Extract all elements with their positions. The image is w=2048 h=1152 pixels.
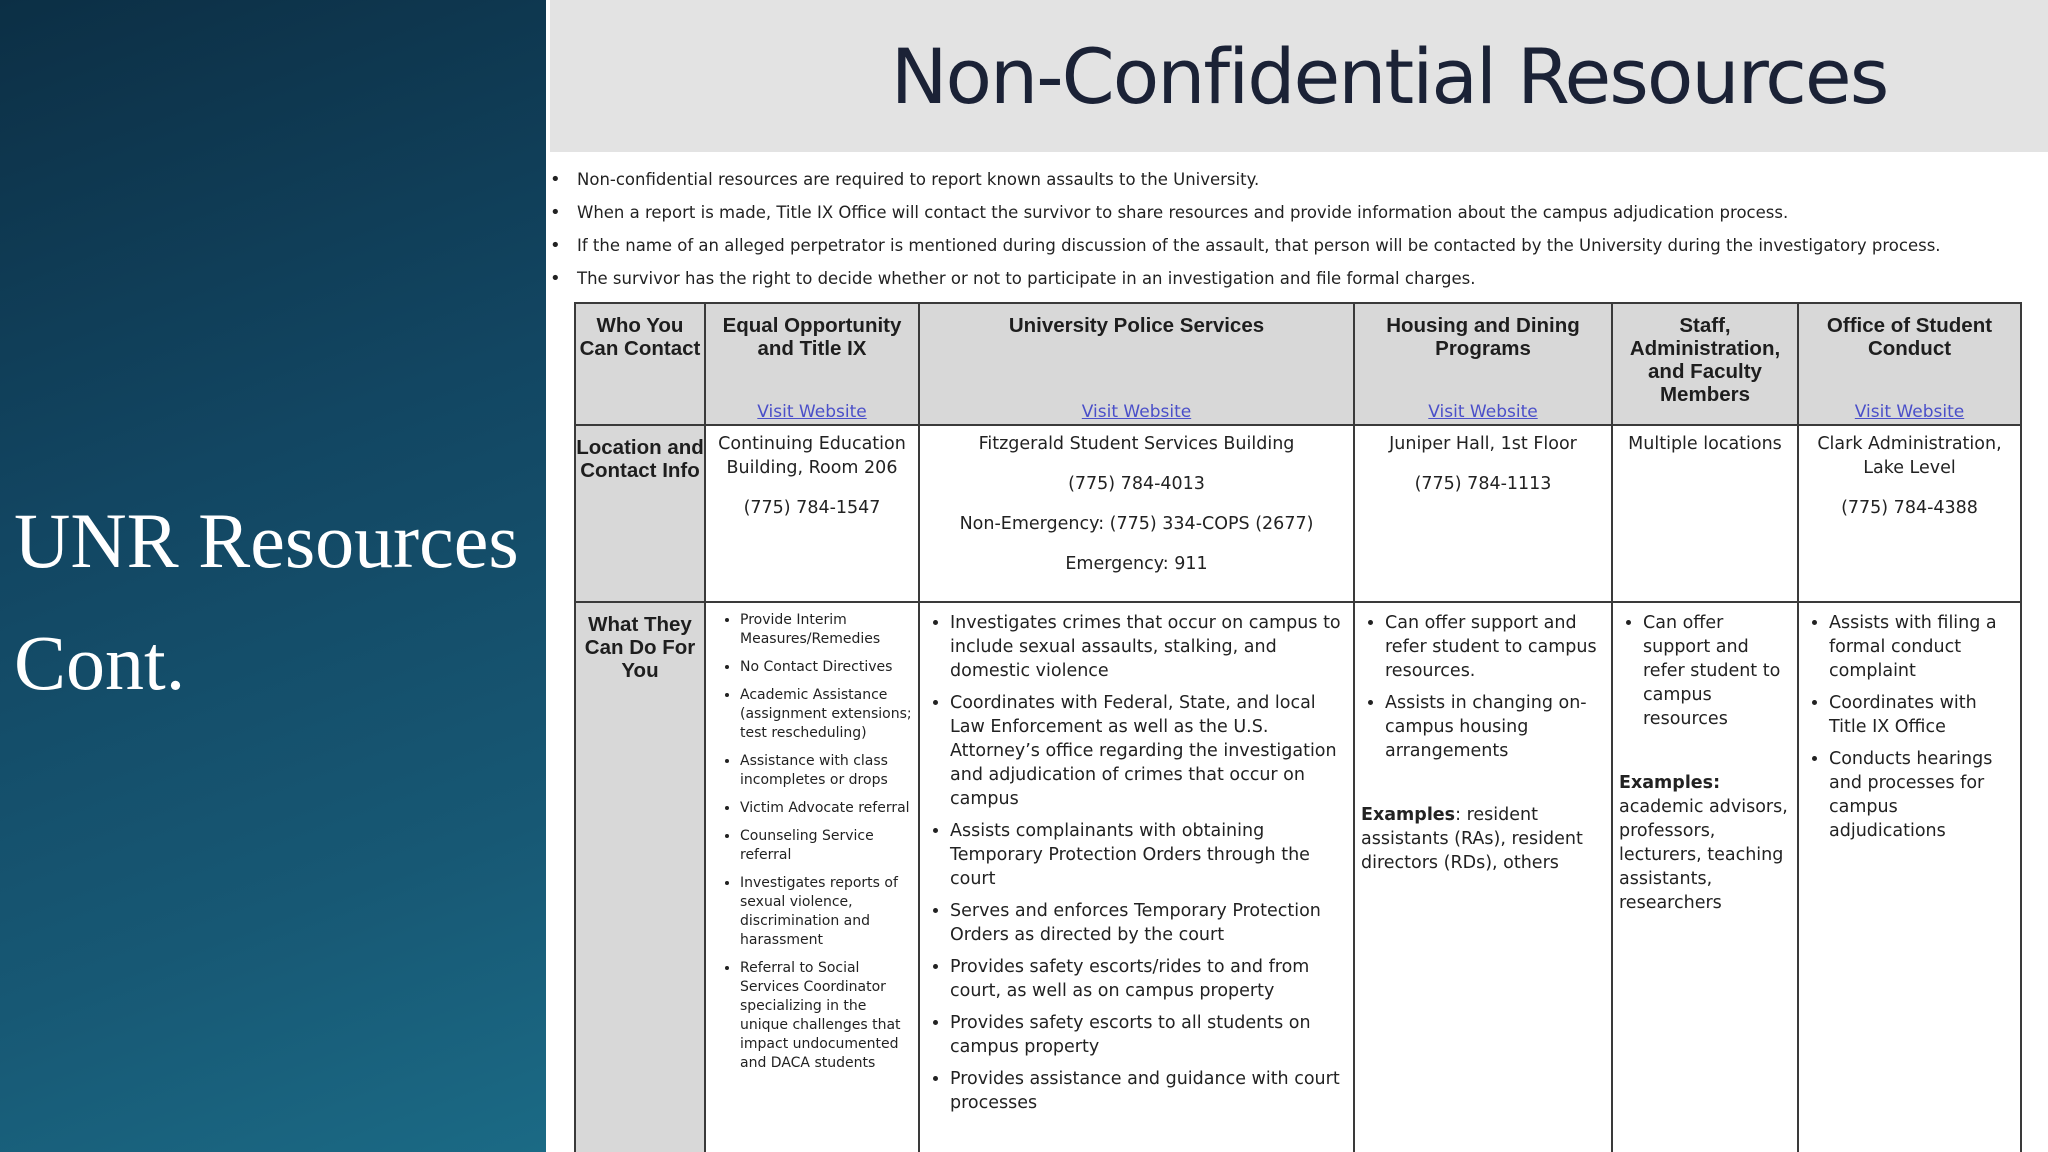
location-text: Multiple locations	[1628, 434, 1782, 454]
intro-bullet: • If the name of an alleged perpetrator is mentioned during discussion of the assault, that person will be contacted by the University during the investigatory process.	[546, 229, 2046, 262]
intro-bullet: • When a report is made, Title IX Office will contact the survivor to share resources and provide information about the campus adjudication process.	[546, 196, 2046, 229]
location-text: Clark Administration, Lake Level	[1817, 434, 2002, 478]
location-cell-student-conduct	[1798, 425, 2021, 602]
list-item: • Can offer support and refer student to campus resources	[1643, 611, 1791, 731]
list-item: • Serves and enforces Temporary Protection Orders as directed by the court	[950, 899, 1347, 947]
phone-text: (775) 784-1547	[743, 498, 881, 518]
services-cell-police	[919, 602, 1354, 1152]
document-image	[546, 0, 2048, 1152]
row-header-location: Location and Contact Info	[575, 425, 705, 602]
slide-title-line-1: UNR Resources	[14, 497, 519, 584]
list-item: • Can offer support and refer student to campus resources.	[1385, 611, 1605, 683]
visit-website-link[interactable]: Visit Website	[1854, 402, 1965, 422]
list-item: • Assists in changing on-campus housing arrangements	[1385, 691, 1605, 763]
column-header-title-ix	[705, 303, 919, 425]
examples-text	[1613, 771, 1797, 915]
list-item: • No Contact Directives	[740, 658, 912, 677]
services-cell-student-conduct	[1798, 602, 2021, 1152]
slide-background-panel	[0, 0, 546, 1152]
services-cell-housing	[1354, 602, 1612, 1152]
list-item: • Provide Interim Measures/Remedies	[740, 611, 912, 649]
services-list	[1613, 603, 1797, 731]
phone-text: (775) 784-4388	[1841, 498, 1978, 518]
row-header-who: Who You Can Contact	[575, 303, 705, 425]
location-cell-title-ix	[705, 425, 919, 602]
document-header-band	[550, 0, 2048, 152]
resources-table	[574, 302, 2022, 1152]
services-list	[706, 603, 918, 1073]
list-item: • Investigates reports of sexual violence, discrimination and harassment	[740, 874, 912, 950]
list-item: • Investigates crimes that occur on campus to include sexual assaults, stalking, and domestic violence	[950, 611, 1347, 683]
list-item: • Provides assistance and guidance with court processes	[950, 1067, 1347, 1115]
location-text: Continuing Education Building, Room 206	[718, 434, 906, 478]
location-text: Fitzgerald Student Services Building	[978, 434, 1295, 454]
list-item: • Conducts hearings and processes for campus adjudications	[1829, 747, 2014, 843]
list-item: • Assists complainants with obtaining Temporary Protection Orders through the court	[950, 819, 1347, 891]
location-cell-police	[919, 425, 1354, 602]
examples-body: academic advisors, professors, lecturers, teaching assistants, researchers	[1619, 797, 1788, 913]
visit-website-link[interactable]: Visit Website	[1081, 402, 1192, 422]
column-header-label: Housing and Dining Programs	[1386, 314, 1580, 360]
services-list	[920, 603, 1353, 1115]
location-cell-housing	[1354, 425, 1612, 602]
column-header-police	[919, 303, 1354, 425]
list-item: • Academic Assistance (assignment extensions; test rescheduling)	[740, 686, 912, 743]
list-item: • Assists with filing a formal conduct complaint	[1829, 611, 2014, 683]
examples-text	[1355, 803, 1611, 875]
phone-text: (775) 784-4013	[1068, 474, 1205, 494]
column-header-housing	[1354, 303, 1612, 425]
services-list	[1355, 603, 1611, 763]
list-item: • Provides safety escorts to all students on campus property	[950, 1011, 1347, 1059]
table-row	[575, 602, 2021, 1152]
intro-bullet: • The survivor has the right to decide whether or not to participate in an investigation and file formal charges.	[546, 262, 2046, 295]
phone-text: (775) 784-1113	[1414, 474, 1552, 494]
phone-text: Emergency: 911	[1065, 554, 1208, 574]
slide-title-line-2: Cont.	[14, 619, 186, 706]
examples-body: : resident assistants (RAs), resident directors (RDs), others	[1361, 805, 1583, 873]
examples-label: Examples	[1361, 805, 1456, 825]
list-item: • Provides safety escorts/rides to and from court, as well as on campus property	[950, 955, 1347, 1003]
column-header-staff	[1612, 303, 1798, 425]
table-row	[575, 303, 2021, 425]
visit-website-link[interactable]: Visit Website	[757, 402, 867, 422]
visit-website-link[interactable]: Visit Website	[1428, 402, 1538, 422]
column-header-label: University Police Services	[1008, 314, 1265, 337]
list-item: • Counseling Service referral	[740, 827, 912, 865]
services-list	[1799, 603, 2020, 843]
location-text: Juniper Hall, 1st Floor	[1389, 434, 1577, 454]
column-header-label: Staff, Administration, and Faculty Members	[1629, 314, 1781, 406]
list-item: • Referral to Social Services Coordinator specializing in the unique challenges that impact undocumented and DACA students	[740, 959, 912, 1073]
column-header-student-conduct	[1798, 303, 2021, 425]
services-cell-title-ix	[705, 602, 919, 1152]
phone-text: Non-Emergency: (775) 334-COPS (2677)	[959, 514, 1314, 534]
column-header-label: Equal Opportunity and Title IX	[722, 314, 902, 360]
intro-bullet-list	[546, 163, 2046, 295]
table-row	[575, 425, 2021, 602]
list-item: • Assistance with class incompletes or drops	[740, 752, 912, 790]
examples-label: Examples:	[1619, 773, 1721, 793]
location-cell-staff	[1612, 425, 1798, 602]
document-heading: Non-Confidential Resources	[890, 32, 1888, 121]
intro-bullet: • Non-confidential resources are required to report known assaults to the University.	[546, 163, 2046, 196]
slide-title	[14, 480, 544, 724]
list-item: • Victim Advocate referral	[740, 799, 912, 818]
services-cell-staff	[1612, 602, 1798, 1152]
row-header-what: What They Can Do For You	[575, 602, 705, 1152]
list-item: • Coordinates with Federal, State, and local Law Enforcement as well as the U.S. Attorney’s office regarding the investigation and adjudication of crimes that occur on campus	[950, 691, 1347, 811]
list-item: • Coordinates with Title IX Office	[1829, 691, 2014, 739]
column-header-label: Office of Student Conduct	[1826, 314, 1993, 360]
